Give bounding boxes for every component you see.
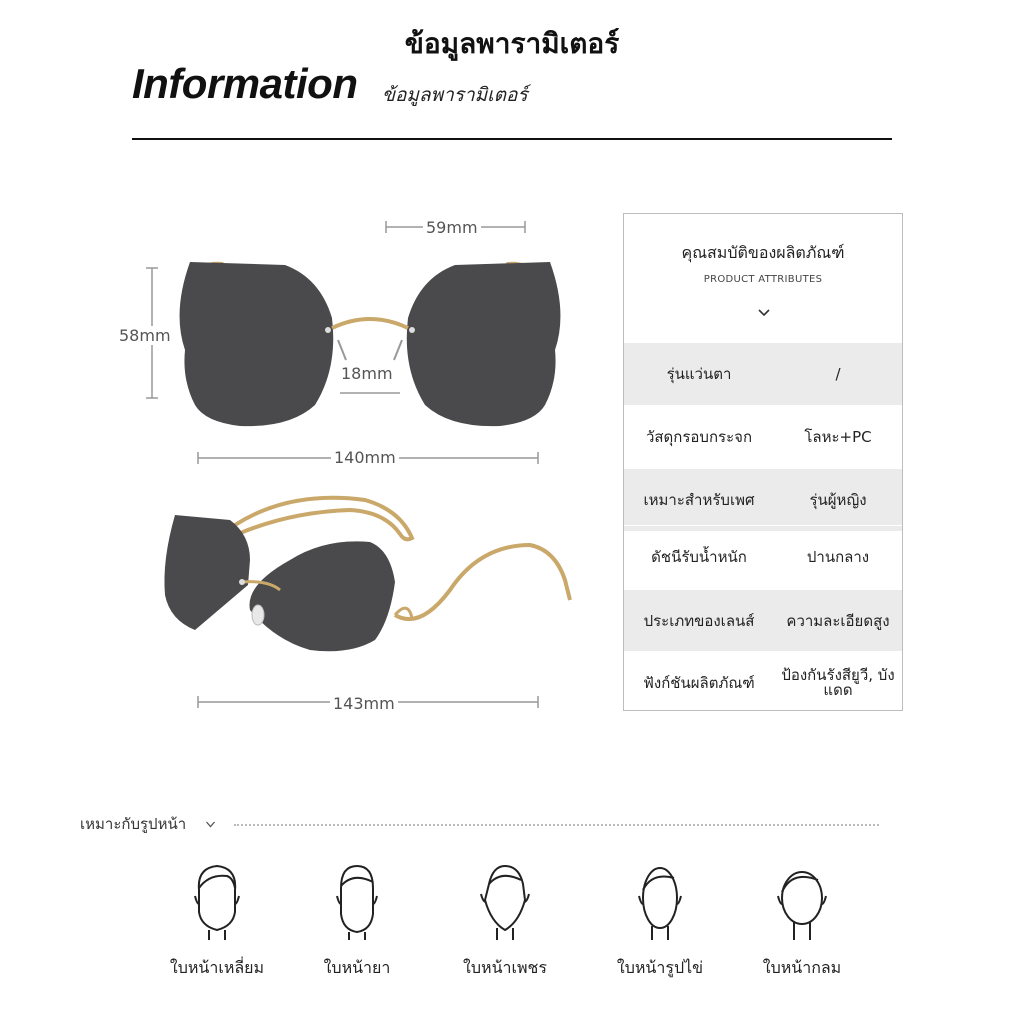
- attribute-value: ความละเอียดสูง: [786, 611, 890, 630]
- back-temple: [235, 498, 412, 540]
- attribute-key: ฟังก์ชันผลิตภัณฑ์: [643, 674, 755, 692]
- round-face-icon: [772, 860, 832, 940]
- diamond-face-icon: [475, 860, 535, 940]
- temple-length-label: 143mm: [330, 694, 398, 713]
- page-title: ข้อมูลพารามิเตอร์: [404, 27, 620, 60]
- information-heading: Information: [132, 60, 358, 107]
- header-divider: [132, 138, 892, 140]
- back-lens: [164, 515, 250, 630]
- attribute-row: [624, 651, 902, 714]
- face-item-square: [152, 860, 282, 981]
- attribute-value: ป้องกันรังสียูวี, บังแดด: [781, 666, 895, 699]
- nose-pad: [252, 605, 264, 625]
- chevron-down-icon: [757, 306, 771, 320]
- attribute-key: รุ่นแว่นตา: [666, 365, 732, 383]
- long-face-icon: [327, 860, 387, 940]
- square-face-icon: [187, 860, 247, 940]
- attribute-value: ปานกลาง: [806, 547, 870, 566]
- face-shape-label: เหมาะกับรูปหน้า: [80, 815, 187, 833]
- face-item-oval: [595, 860, 725, 981]
- attribute-value: โลหะ+PC: [804, 427, 872, 446]
- front-lens: [250, 541, 396, 651]
- nose-pad-arms: [338, 340, 402, 360]
- chevron-down-icon: [205, 820, 216, 829]
- lens-width-label: 59mm: [423, 218, 481, 237]
- face-caption: ใบหน้ารูปไข่: [616, 958, 704, 977]
- right-lens: [407, 262, 561, 426]
- face-section-divider: [234, 824, 879, 826]
- lens-height-label: 58mm: [116, 326, 174, 345]
- attribute-row: [624, 589, 902, 652]
- oval-face-icon: [630, 860, 690, 940]
- product-attributes-panel: [623, 213, 903, 711]
- bridge-bar: [332, 319, 408, 328]
- glasses-front-diagram: [110, 200, 590, 480]
- attribute-row: [624, 525, 902, 588]
- attributes-subtitle: PRODUCT ATTRIBUTES: [703, 274, 823, 285]
- left-screw: [325, 327, 331, 333]
- face-item-long: [292, 860, 422, 981]
- attribute-row: [624, 405, 902, 468]
- attributes-title: คุณสมบัติของผลิตภัณฑ์: [681, 243, 845, 262]
- attribute-key: เหมาะสำหรับเพศ: [643, 491, 755, 509]
- attribute-key: วัสดุกรอบกระจก: [645, 428, 753, 446]
- face-caption: ใบหน้าเพชร: [463, 958, 547, 977]
- attribute-value: /: [835, 364, 841, 383]
- face-caption: ใบหน้าเหลี่ยม: [169, 958, 265, 977]
- glasses-side-diagram: [150, 490, 600, 720]
- face-item-diamond: [440, 860, 570, 981]
- face-caption: ใบหน้ายา: [323, 958, 391, 977]
- attribute-row: [624, 342, 902, 405]
- front-temple: [395, 545, 570, 619]
- right-screw: [409, 327, 415, 333]
- face-item-round: [737, 860, 867, 981]
- frame-width-label: 140mm: [331, 448, 399, 467]
- attribute-key: ประเภทของเลนส์: [643, 612, 755, 630]
- side-screw: [239, 579, 245, 585]
- attribute-value: รุ่นผู้หญิง: [809, 490, 867, 509]
- bridge-label: 18mm: [338, 364, 396, 383]
- face-caption: ใบหน้ากลม: [762, 958, 842, 977]
- left-lens: [180, 262, 334, 426]
- information-subheading: ข้อมูลพารามิเตอร์: [382, 84, 528, 106]
- attribute-key: ดัชนีรับน้ำหนัก: [651, 548, 747, 566]
- attribute-row: [624, 468, 902, 531]
